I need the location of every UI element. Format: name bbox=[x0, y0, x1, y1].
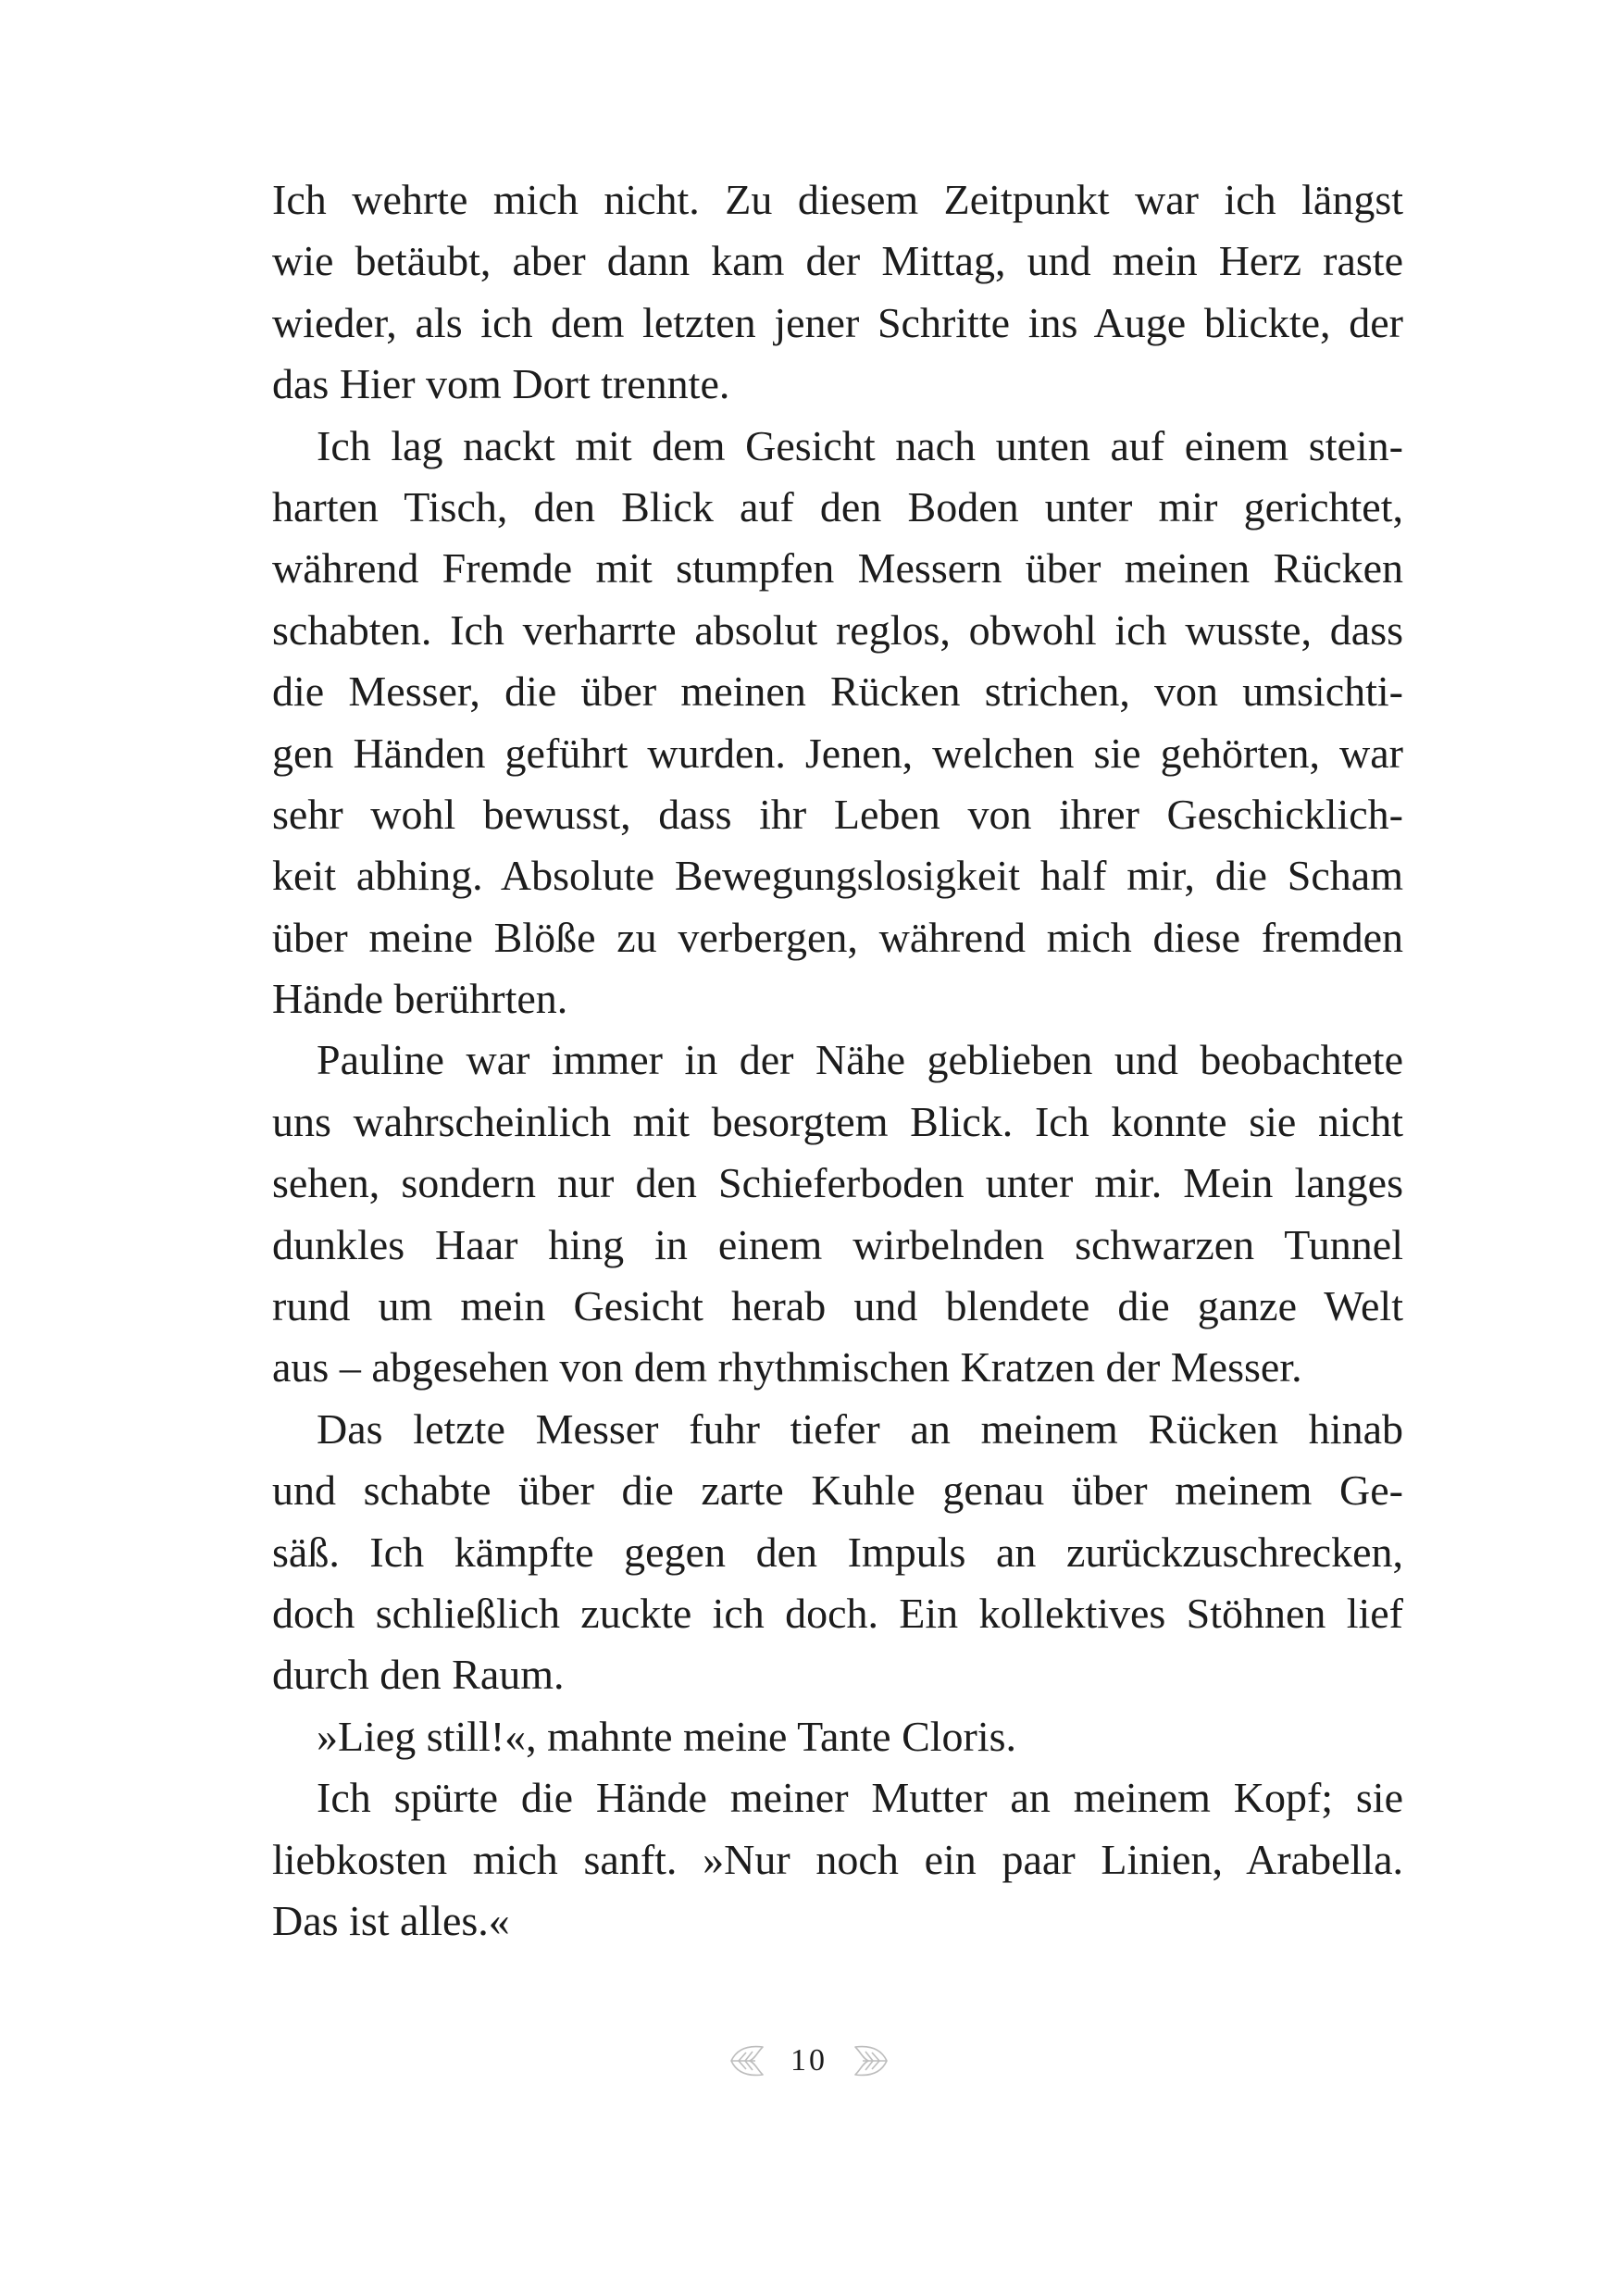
text-line: das Hier vom Dort trennte. bbox=[272, 360, 730, 408]
text-line: Ich wehrte mich nicht. Zu diesem Zeitpunkt war ich längst bbox=[272, 176, 1403, 223]
paragraph bbox=[272, 169, 1403, 416]
paragraph bbox=[272, 1029, 1403, 1398]
text-line: uns wahrscheinlich mit besorgtem Blick. Ich konnte sie nicht bbox=[272, 1097, 1403, 1145]
leaf-ornament-icon bbox=[728, 2040, 770, 2082]
text-line: sehr wohl bewusst, dass ihr Leben von ihrer Geschicklich- bbox=[272, 790, 1403, 838]
text-line: rund um mein Gesicht herab und blendete die ganze Welt bbox=[272, 1282, 1403, 1330]
paragraph bbox=[272, 1706, 1403, 1767]
text-line: die Messer, die über meinen Rücken strichen, von umsichti- bbox=[272, 668, 1403, 716]
text-line: sehen, sondern nur den Schieferboden unter mir. Mein langes bbox=[272, 1159, 1403, 1207]
paragraph bbox=[272, 1399, 1403, 1706]
text-line: Hände berührten. bbox=[272, 975, 568, 1023]
text-line: keit abhing. Absolute Bewegungslosigkeit half mir, die Scham bbox=[272, 852, 1403, 900]
text-line: wie betäubt, aber dann kam der Mittag, und mein Herz raste bbox=[272, 237, 1403, 285]
text-line: Das letzte Messer fuhr tiefer an meinem Rücken hinab bbox=[317, 1404, 1403, 1453]
text-line: und schabte über die zarte Kuhle genau über meinem Ge- bbox=[272, 1466, 1403, 1515]
page-footer bbox=[0, 2028, 1618, 2093]
text-line: Pauline war immer in der Nähe geblieben und beobachtete bbox=[317, 1036, 1403, 1084]
body-text bbox=[272, 169, 1403, 1952]
text-line: über meine Blöße zu verbergen, während mich diese fremden bbox=[272, 913, 1403, 961]
text-line: gen Händen geführt wurden. Jenen, welchen sie gehörten, war bbox=[272, 729, 1403, 777]
leaf-ornament-icon bbox=[848, 2040, 890, 2082]
text-line: Das ist alles.« bbox=[272, 1896, 510, 1944]
page-number: 10 bbox=[790, 2043, 828, 2078]
text-line: »Lieg still!«, mahnte meine Tante Cloris. bbox=[317, 1712, 1017, 1760]
text-line: Ich spürte die Hände meiner Mutter an meinem Kopf; sie bbox=[317, 1774, 1403, 1822]
text-line: säß. Ich kämpfte gegen den Impuls an zurückzuschrecken, bbox=[272, 1528, 1403, 1576]
text-line: durch den Raum. bbox=[272, 1651, 565, 1699]
text-line: doch schließlich zuckte ich doch. Ein kollektives Stöhnen lief bbox=[272, 1589, 1403, 1637]
paragraph bbox=[272, 416, 1403, 1030]
text-line: aus – abgesehen von dem rhythmischen Kratzen der Messer. bbox=[272, 1343, 1302, 1391]
text-line: harten Tisch, den Blick auf den Boden unter mir gerichtet, bbox=[272, 482, 1403, 530]
text-line: liebkosten mich sanft. »Nur noch ein paar Linien, Arabella. bbox=[272, 1835, 1403, 1883]
text-line: Ich lag nackt mit dem Gesicht nach unten auf einem stein- bbox=[317, 421, 1403, 469]
paragraph bbox=[272, 1767, 1403, 1952]
text-line: wieder, als ich dem letzten jener Schritte ins Auge blickte, der bbox=[272, 298, 1403, 346]
text-line: dunkles Haar hing in einem wirbelnden schwarzen Tunnel bbox=[272, 1220, 1403, 1268]
text-line: während Fremde mit stumpfen Messern über meinen Rücken bbox=[272, 544, 1403, 593]
text-line: schabten. Ich verharrte absolut reglos, obwohl ich wusste, dass bbox=[272, 605, 1403, 654]
